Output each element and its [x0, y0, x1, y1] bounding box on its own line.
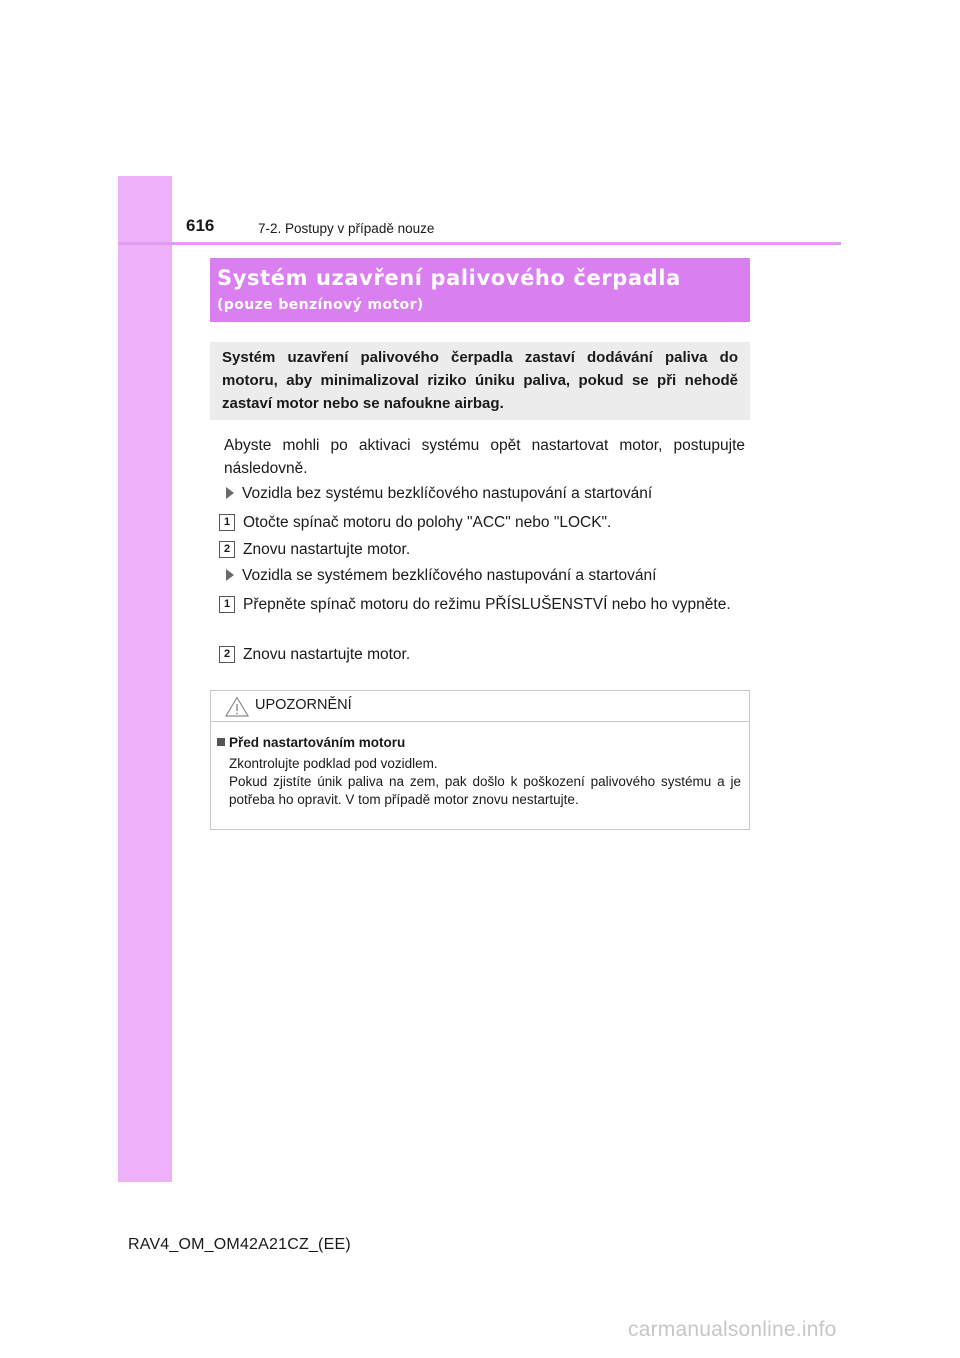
arrow-right-icon: [226, 569, 234, 581]
chapter-title: 7-2. Postupy v případě nouze: [258, 221, 435, 236]
arrow-right-icon: [226, 487, 234, 499]
step-number-badge: 1: [219, 514, 235, 531]
square-bullet-icon: [217, 738, 225, 746]
group-heading-text: Vozidla bez systému bezklíčového nastupování a startování: [242, 485, 653, 502]
warning-header: [211, 691, 749, 722]
step-text: Přepněte spínač motoru do režimu PŘÍSLUŠENSTVÍ nebo ho vypněte.: [243, 596, 731, 613]
warning-line: Pokud zjistíte únik paliva na zem, pak došlo k poškození palivového systému a je potřeba ho opravit. V tom případě motor znovu nestartujte.: [229, 774, 741, 807]
group-heading-text: Vozidla se systémem bezklíčového nastupování a startování: [242, 567, 657, 584]
document-code-footer: RAV4_OM_OM42A21CZ_(EE): [128, 1236, 351, 1253]
summary-box: Systém uzavření palivového čerpadla zastaví dodávání paliva do motoru, aby minimalizoval riziko úniku paliva, pokud se při nehodě zastaví motor nebo se nafoukne airbag.: [210, 342, 750, 420]
chapter-side-tab: [118, 176, 172, 1182]
page-number: 616: [186, 216, 215, 235]
step-number-badge: 2: [219, 541, 235, 558]
section-subtitle: (pouze benzínový motor): [217, 297, 424, 313]
watermark: carmanualsonline.info: [628, 1318, 837, 1341]
step-text: Znovu nastartujte motor.: [243, 541, 411, 558]
warning-line: Zkontrolujte podklad pod vozidlem.: [229, 756, 438, 771]
warning-subheading-text: Před nastartováním motoru: [229, 735, 406, 750]
section-title-band: [210, 258, 750, 322]
step-text: Znovu nastartujte motor.: [243, 646, 411, 663]
step-number-badge: 2: [219, 646, 235, 663]
step-number-badge: 1: [219, 596, 235, 613]
warning-body: [229, 755, 741, 809]
group-heading-with-smart-key: [226, 565, 656, 587]
intro-paragraph: Abyste mohli po aktivaci systému opět nastartovat motor, postupujte následovně.: [224, 437, 745, 477]
section-title: Systém uzavření palivového čerpadla: [217, 266, 681, 290]
warning-box: [210, 690, 750, 830]
warning-subheading: [217, 735, 405, 750]
header-divider: [118, 242, 841, 245]
step-text: Otočte spínač motoru do polohy "ACC" nebo "LOCK".: [243, 514, 612, 531]
warning-title: UPOZORNĚNÍ: [255, 697, 352, 713]
warning-triangle-icon: [225, 696, 249, 717]
group-heading-without-smart-key: [226, 483, 652, 505]
